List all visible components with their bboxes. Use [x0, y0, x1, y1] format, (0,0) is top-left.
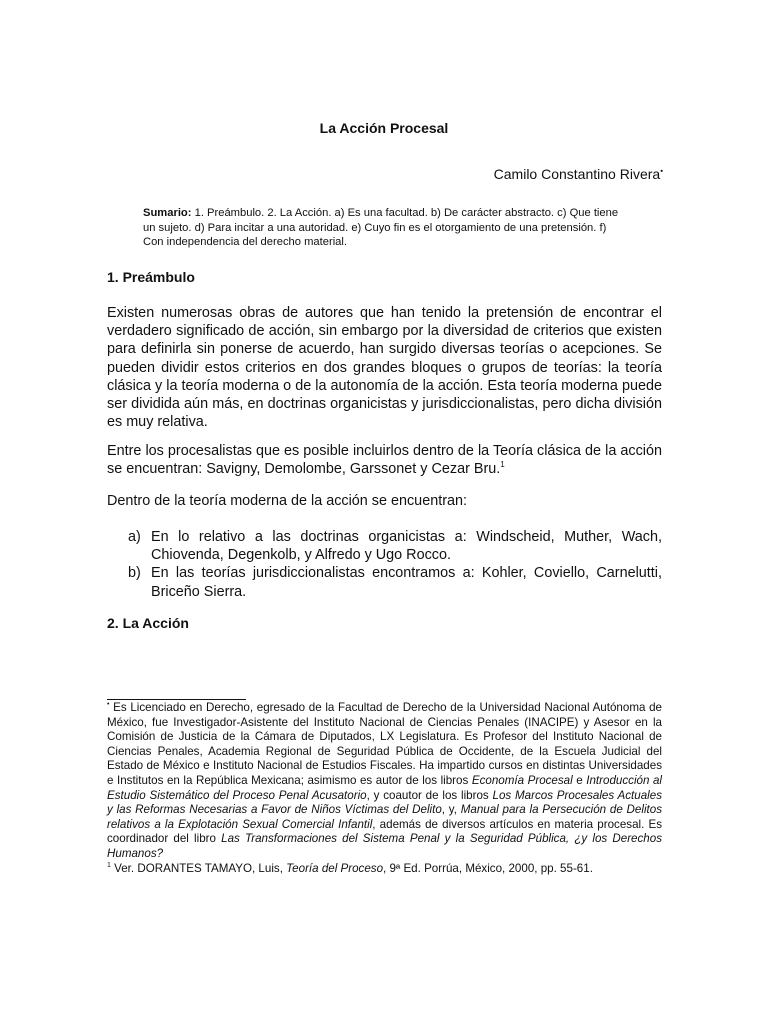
footnote-1 — [107, 862, 662, 877]
paragraph-2-text: Entre los procesalistas que es posible incluirlos dentro de la Teoría clásica de la acción se encuentran: Savigny, Demolombe, Garssonet y Cezar Bru. — [107, 443, 662, 478]
footnote-text: , además de diversos artículos en materia procesal. Es coordinador del libro — [107, 817, 662, 846]
theory-list — [128, 528, 662, 601]
paragraph-1: Existen numerosas obras de autores que han tenido la pretensión de encontrar el verdadero significado de acción, sin embargo por la diversidad de criterios que existen para definirla sin ponerse de acuerdo, han surgido diversas teorías o acepciones. Se pueden dividir estos criterios en dos grandes bloques o grupos de teorías: la teoría clásica y la teoría moderna o de la autonomía de la acción. Esta teoría moderna puede ser dividida aún más, en doctrinas organicistas y jurisdiccionalistas, pero dicha división es muy relativa. — [107, 305, 662, 431]
author-footnote-mark: • — [660, 166, 663, 176]
book-title: Manual para la Persecución de Delitos relativos a la Explotación Sexual Comercial Infantil — [107, 803, 662, 831]
footnotes — [107, 701, 662, 876]
footnote-text: Es Licenciado en Derecho, egresado de la Facultad de Derecho de la Universidad Nacional Autónoma de México, fue Investigador-Asistente del Instituto Nacional de Ciencias Penales (INACIPE) y Asesor en la Comisión de Justicia de la Cámara de Diputados, LX Legislatura. Es Profesor del Instituto Nacional de Ciencias Penales, Academia Regional de Seguridad Pública de Occidente, de la Escuela Judicial del Estado de México e Instituto Nacional de Estudios Fiscales. Ha impartido cursos en distintas Universidades e Institutos en la República Mexicana; asimismo es autor de los libros — [107, 701, 662, 787]
paragraph-3: Dentro de la teoría moderna de la acción se encuentran: — [107, 493, 467, 509]
document-title: La Acción Procesal — [319, 120, 449, 136]
footnote-text: e — [572, 773, 587, 787]
summary-label: Sumario: — [143, 207, 192, 219]
footnote-author — [107, 701, 662, 862]
author-name-text: Camilo Constantino Rivera — [493, 166, 661, 182]
section-heading-preambulo: 1. Preámbulo — [107, 269, 195, 285]
list-item-marker: b) — [128, 565, 141, 582]
book-title: Economía Procesal — [471, 773, 573, 787]
list-item-text: En las teorías jurisdiccionalistas encontramos a: Kohler, Coviello, Carnelutti, Briceño Sierra. — [151, 565, 662, 600]
footnote-text: , y coautor de los libros — [366, 788, 493, 802]
paragraph-2 — [107, 442, 662, 478]
summary-block — [143, 206, 627, 250]
footnote-ref-1: 1 — [500, 460, 505, 470]
footnote-divider — [107, 699, 246, 700]
summary-text: 1. Preámbulo. 2. La Acción. a) Es una facultad. b) De carácter abstracto. c) Que tiene un sujeto. d) Para incitar a una autoridad. e) Cuyo fin es el otorgamiento de una pretensión. f) Con independencia del derecho material. — [143, 207, 619, 248]
list-item — [128, 564, 662, 600]
footnote-text: Ver. DORANTES TAMAYO, Luis, — [110, 861, 287, 875]
footnote-text: , y, — [441, 803, 461, 817]
book-title: Introducción al Estudio Sistemático del Proceso Penal Acusatorio — [107, 773, 663, 802]
list-item — [128, 528, 662, 564]
footnote-author-mark: • — [107, 701, 110, 709]
list-item-text: En lo relativo a las doctrinas organicistas a: Windscheid, Muther, Wach, Chiovenda, Degenkolb, y Alfredo y Ugo Rocco. — [151, 529, 662, 564]
book-title: Las Transformaciones del Sistema Penal y la Seguridad Pública, ¿y los Derechos Humanos? — [107, 832, 662, 860]
footnote-text: , 9ª Ed. Porrúa, México, 2000, pp. 55-61. — [383, 861, 593, 875]
book-title: Teoría del Proceso — [286, 861, 384, 875]
footnote-1-mark: 1 — [107, 861, 111, 869]
author-name — [494, 166, 663, 182]
section-heading-accion: 2. La Acción — [107, 615, 189, 631]
book-title: Los Marcos Procesales Actuales y las Reformas Necesarias a Favor de Niños Víctimas del Delito — [107, 788, 662, 817]
list-item-marker: a) — [128, 529, 141, 545]
